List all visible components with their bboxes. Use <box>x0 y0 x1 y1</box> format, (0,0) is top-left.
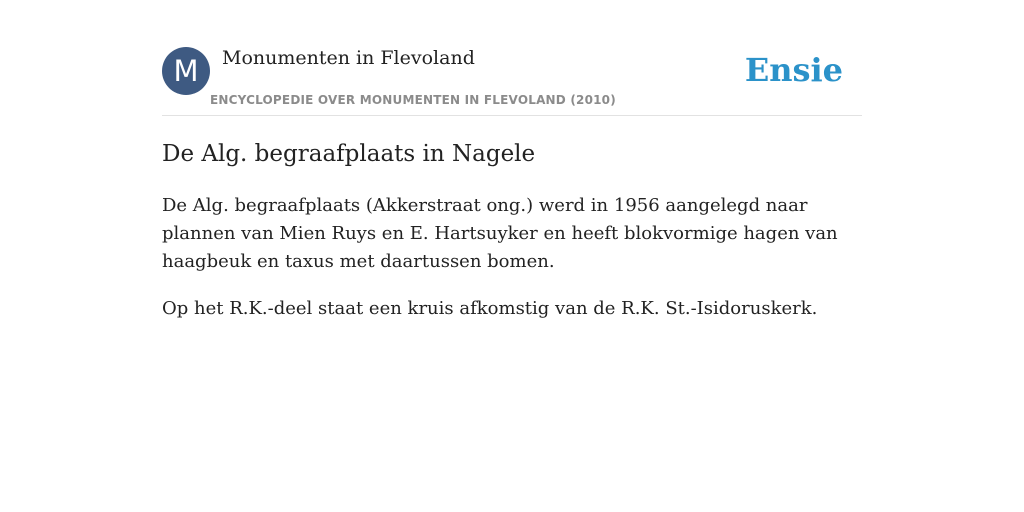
entry-title: De Alg. begraafplaats in Nagele <box>162 141 536 167</box>
source-subtitle: ENCYCLOPEDIE OVER MONUMENTEN IN FLEVOLAND (2010) <box>210 93 616 107</box>
source-title[interactable]: Monumenten in Flevoland <box>222 47 475 69</box>
entry-paragraph: De Alg. begraafplaats (Akkerstraat ong.) werd in 1956 aangelegd naar plannen van Mien Ruys en E. Hartsuyker en heeft blokvormige hagen van haagbeuk en taxus met daartussen bomen. <box>162 195 838 272</box>
page <box>162 0 862 512</box>
entry-paragraph: Op het R.K.-deel staat een kruis afkomstig van de R.K. St.-Isidoruskerk. <box>162 298 818 319</box>
source-header <box>162 0 862 116</box>
entry-body <box>162 192 852 342</box>
avatar[interactable]: M <box>162 47 210 95</box>
ensie-logo[interactable]: Ensie <box>744 51 843 89</box>
